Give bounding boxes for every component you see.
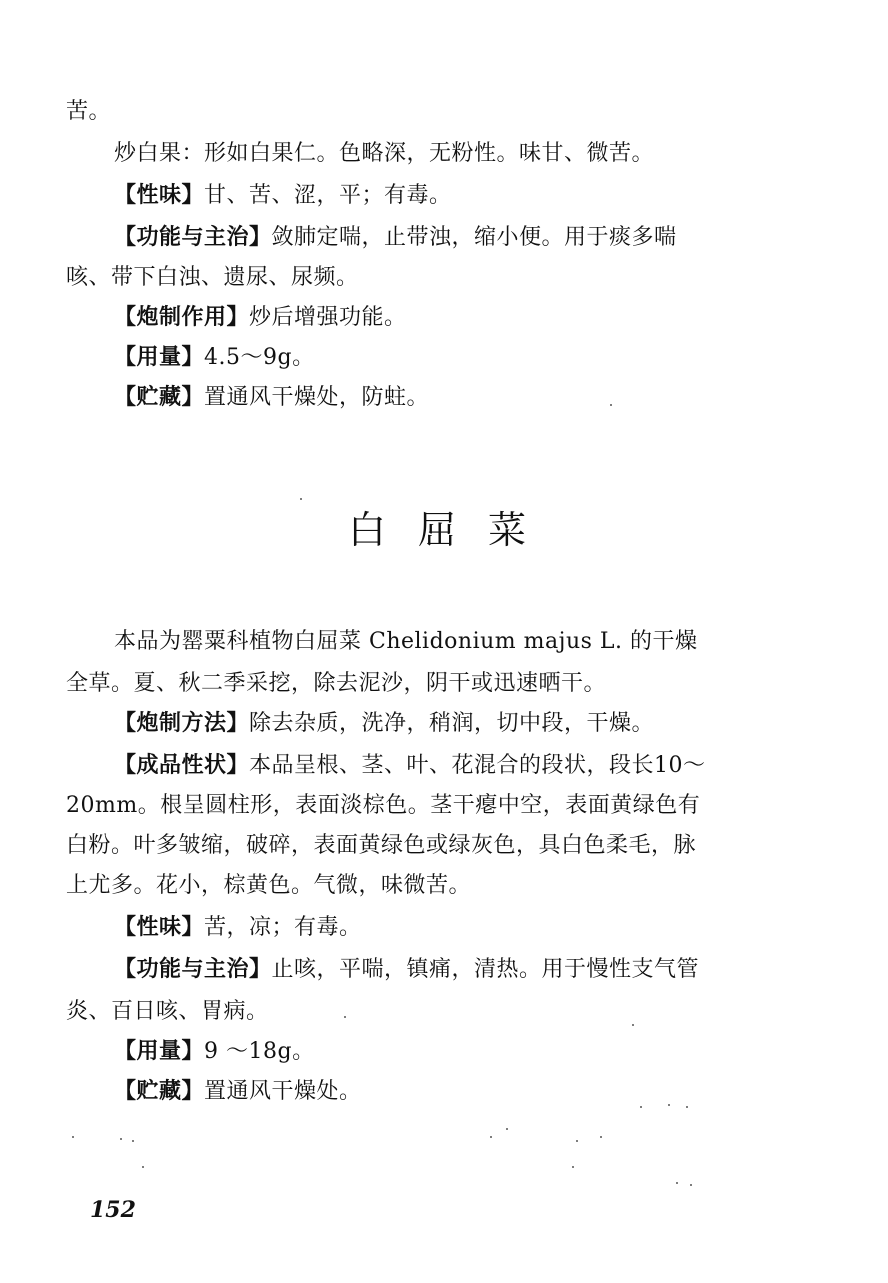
scan-speck [632,1024,634,1026]
line-text: 本品为罂粟科植物白屈菜 Chelidonium majus L. 的干燥 [114,629,698,654]
text-line [114,1038,315,1066]
text-line [114,710,654,738]
line-text: 全草。夏、秋二季采挖，除去泥沙，阴干或迅速晒干。 [66,671,607,696]
scan-speck [344,1016,346,1018]
scan-speck [600,1136,602,1138]
line-text: 除去杂质，洗净，稍润，切中段，干燥。 [249,711,655,736]
scan-speck [120,1138,122,1140]
section-tag: 【性味】 [114,183,205,208]
page-number: 152 [90,1197,136,1223]
line-text: 置通风干燥处。 [204,1079,362,1104]
text-line [66,832,696,860]
text-line [114,628,698,656]
section-tag: 【炮制作用】 [114,305,250,330]
section-tag: 【贮藏】 [114,1079,205,1104]
line-text: 甘、苦、涩，平；有毒。 [204,183,452,208]
scan-speck [610,404,612,406]
line-text: 本品呈根、茎、叶、花混合的段状，段长10～ [249,753,706,778]
scan-speck [506,1128,508,1130]
section-tag: 【成品性状】 [114,753,250,778]
text-line [114,224,677,252]
section-tag: 【性味】 [114,915,205,940]
line-text: 咳、带下白浊、遗尿、尿频。 [66,265,359,290]
line-text: 苦。 [66,99,112,124]
text-line [66,264,359,292]
text-line [66,98,111,126]
section-tag: 【功能与主治】 [114,957,272,982]
text-line [114,1078,362,1106]
scan-speck [576,1140,578,1142]
text-line [66,792,700,820]
text-line [114,956,699,984]
line-text: 苦，凉；有毒。 [204,915,362,940]
text-line [66,872,471,900]
line-text: 止咳，平喘，镇痛，清热。用于慢性支气管 [271,957,700,982]
text-line [114,914,362,942]
line-text: 上尤多。花小，棕黄色。气微，味微苦。 [66,873,472,898]
entry-title: 白屈菜 [347,508,558,552]
scan-speck [668,1104,670,1106]
section-tag: 【炮制方法】 [114,711,250,736]
scan-speck [142,1166,144,1168]
text-line [66,998,269,1026]
text-line [114,182,452,210]
scan-speck [572,1166,574,1168]
scan-speck [690,1184,692,1186]
line-text: 置通风干燥处，防蛀。 [204,385,430,410]
line-text: 炎、百日咳、胃病。 [66,999,269,1024]
line-text: 白粉。叶多皱缩，破碎，表面黄绿色或绿灰色，具白色柔毛，脉 [66,833,697,858]
line-text: 9 ～18g。 [204,1039,315,1064]
text-line [114,752,706,780]
scan-speck [640,1106,642,1108]
scan-speck [490,1136,492,1138]
scan-speck [72,1136,74,1138]
line-text: 炒白果：形如白果仁。色略深，无粉性。味甘、微苦。 [114,141,655,166]
section-tag: 【用量】 [114,1039,205,1064]
text-line [66,670,606,698]
scan-speck [686,1106,688,1108]
text-line [114,140,654,168]
line-text: 4.5～9g。 [204,345,315,370]
scan-speck [676,1182,678,1184]
section-tag: 【贮藏】 [114,385,205,410]
scan-speck [132,1140,134,1142]
section-tag: 【功能与主治】 [114,225,272,250]
line-text: 敛肺定喘，止带浊，缩小便。用于痰多喘 [271,225,677,250]
line-text: 炒后增强功能。 [249,305,407,330]
text-line [114,304,407,332]
line-text: 20mm。根呈圆柱形，表面淡棕色。茎干瘪中空，表面黄绿色有 [66,793,701,818]
scan-speck [300,498,302,500]
text-line [114,344,315,372]
section-tag: 【用量】 [114,345,205,370]
text-line [114,384,429,412]
